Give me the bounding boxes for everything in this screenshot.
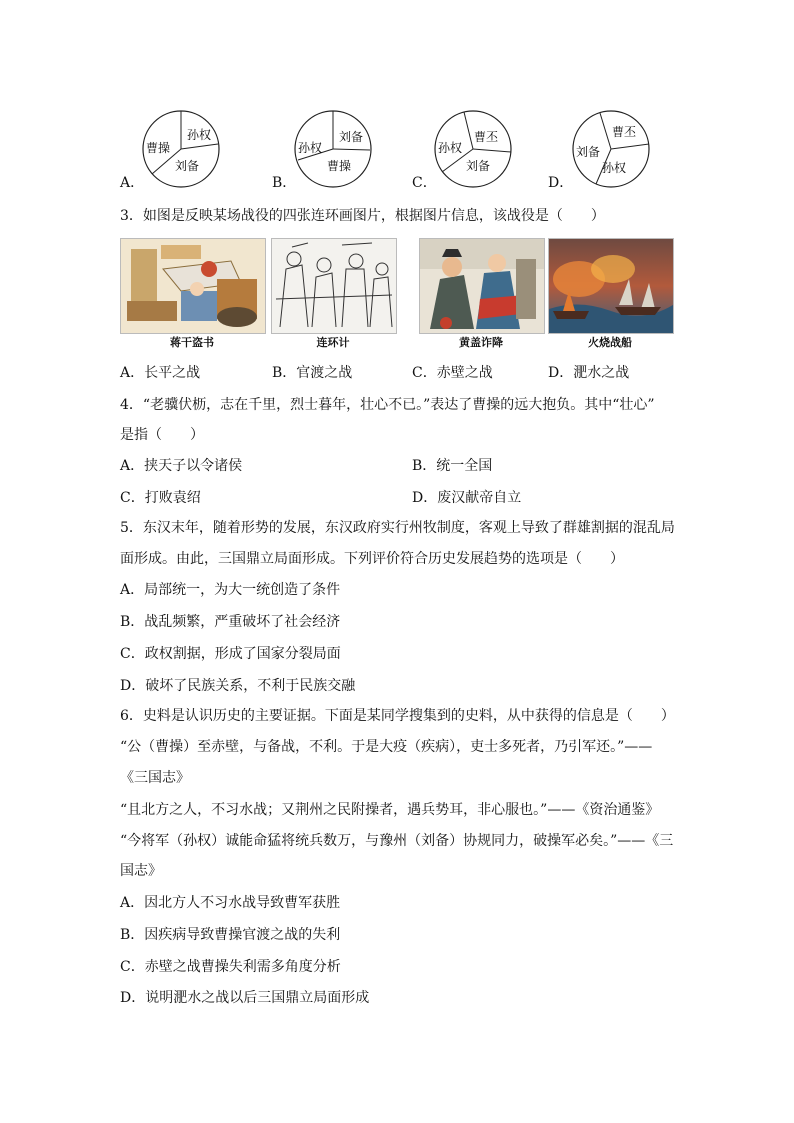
q6-source-3-line2: 国志》 [120,863,162,879]
pie-a-label-2: 曹操 [146,141,171,155]
comic-caption-3: 黄盖诈降 [459,336,503,349]
option-letter-d: D． [548,175,574,191]
q6-option-c[interactable]: C．赤壁之战曹操失利需多角度分析 [120,959,341,975]
q4-stem-line2: 是指（ ） [120,427,204,443]
q3-option-d[interactable]: D．淝水之战 [548,365,630,381]
comic-caption-2: 连环计 [316,336,350,349]
q6-source-1-line1: “公（曹操）至赤壁，与备战，不利。于是大疫（疾病），吏士多死者，乃引军还。”—— [120,739,653,755]
q4-option-d[interactable]: D．废汉献帝自立 [412,490,522,506]
pie-diagram-d [570,108,652,190]
q6-option-d[interactable]: D．说明淝水之战以后三国鼎立局面形成 [120,990,370,1006]
pie-diagram-b [292,108,374,190]
q5-option-c[interactable]: C．政权割据，形成了国家分裂局面 [120,646,341,662]
pie-diagram-a [140,108,222,190]
q6-option-a[interactable]: A．因北方人不习水战导致曹军获胜 [120,895,341,911]
q3-option-b[interactable]: B．官渡之战 [272,365,353,381]
q3-option-c[interactable]: C．赤壁之战 [412,365,493,381]
comic-panel-1-image [120,238,266,334]
option-letter-a: A． [120,175,145,191]
q5-stem-line1: 5．东汉末年，随着形势的发展，东汉政府实行州牧制度，客观上导致了群雄割据的混乱局 [120,520,675,536]
option-letter-b: B． [272,175,297,191]
pie-diagram-c [432,108,514,190]
q6-source-1-line2: 《三国志》 [120,770,190,786]
pie-c-label-1: 曹丕 [474,130,499,144]
q4-option-a[interactable]: A．挟天子以令诸侯 [120,458,243,474]
q3-option-a[interactable]: A．长平之战 [120,365,201,381]
q5-option-d[interactable]: D．破坏了民族关系，不利于民族交融 [120,678,356,694]
pie-a-label-3: 刘备 [175,159,200,173]
comic-caption-4: 火烧战船 [588,336,632,349]
q3-stem: 3．如图是反映某场战役的四张连环画图片，根据图片信息，该战役是（ ） [120,208,605,224]
q6-source-3-line1: “今将军（孙权）诚能命猛将统兵数万，与豫州（刘备）协规同力，破操军必矣。”——《三 [120,833,674,849]
q6-stem: 6．史料是认识历史的主要证据。下面是某同学搜集到的史料，从中获得的信息是（ ） [120,708,675,724]
q6-source-2: “且北方之人，不习水战；又荆州之民附操者，遇兵势耳，非心服也。”——《资治通鉴》 [120,802,660,818]
pie-c-label-3: 刘备 [466,159,491,173]
q5-option-b[interactable]: B．战乱频繁，严重破坏了社会经济 [120,614,341,630]
q4-stem-line1: 4．“老骥伏枥，志在千里，烈士暮年，壮心不已。”表达了曹操的远大抱负。其中“壮心” [120,397,655,413]
pie-c-label-2: 孙权 [438,141,463,155]
comic-panel-2-image [271,238,397,334]
comic-caption-1: 蒋干盗书 [170,336,214,349]
q5-option-a[interactable]: A．局部统一，为大一统创造了条件 [120,582,341,598]
comic-panel-3-image [419,238,545,334]
pie-a-label-1: 孙权 [187,128,212,142]
pie-b-label-3: 曹操 [327,159,352,173]
pie-b-label-1: 刘备 [339,130,364,144]
pie-b-label-2: 孙权 [298,141,323,155]
q6-option-b[interactable]: B．因疾病导致曹操官渡之战的失利 [120,927,341,943]
q4-option-b[interactable]: B．统一全国 [412,458,493,474]
q5-stem-line2: 面形成。由此，三国鼎立局面形成。下列评价符合历史发展趋势的选项是（ ） [120,551,624,567]
comic-panel-4-image [548,238,674,334]
q4-option-c[interactable]: C．打败袁绍 [120,490,201,506]
pie-d-label-1: 曹丕 [612,125,637,139]
pie-d-label-3: 孙权 [602,161,627,175]
pie-d-label-2: 刘备 [576,145,601,159]
option-letter-c: C． [412,175,437,191]
